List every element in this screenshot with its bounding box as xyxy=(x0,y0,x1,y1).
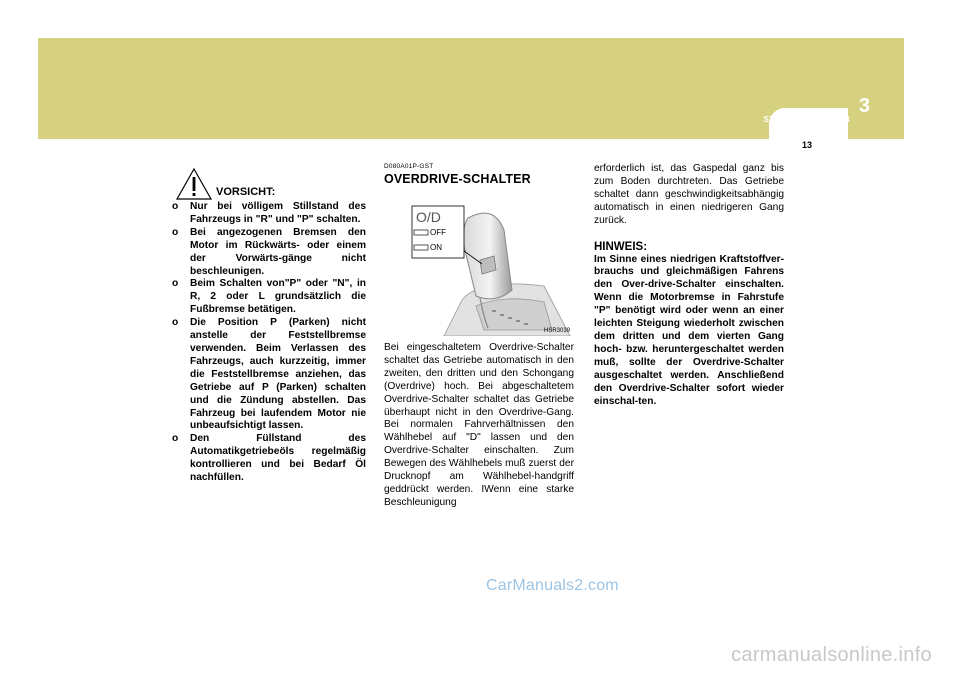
page-number: 13 xyxy=(801,140,812,150)
list-item: o Den Füllstand des Automatikgetriebeöls regelmäßig kontrollieren und bei Bedarf Öl nachfüllen. xyxy=(172,433,366,484)
section-code: D080A01P-GST xyxy=(384,163,434,170)
page-number-tab xyxy=(769,108,848,140)
section-body: Bei eingeschaltetem Overdrive-Schalter schaltet das Getriebe automatisch in den zweiten, den dritten und den Schongang (Overdrive) hoch. Bei abgeschaltetem Overdrive-Schalter schaltet das Getriebe überhaupt nicht in den Overdrive-Gang. Bei normalen Fahrverhältnissen den Wählhebel auf "D" lassen und den Overdrive-Schalter einschalten. Zum Bewegen des Wählhebels muß zuerst der Drucknopf am Wählhebel-handgriff geddrückt werden. IWenn eine starke Beschleunigung xyxy=(384,342,574,508)
watermark-link[interactable]: CarManuals2.com xyxy=(486,577,619,594)
continuation-body: erforderlich ist, das Gaspedal ganz bis zum Boden durchtreten. Das Getriebe schaltet dann geschwindigkeitsabhängig automatisch in einen niedrigeren Gang zurück. xyxy=(594,163,784,226)
list-item: o Beim Schalten von"P" oder "N", in R, 2 oder L grundsätzlich die Fußbremse betätigen. xyxy=(172,278,366,316)
list-item: o Nur bei völligem Stillstand des Fahrzeugs in "R" und "P" schalten. xyxy=(172,201,366,225)
gear-lever-illustration xyxy=(384,190,574,336)
warning-title: VORSICHT: xyxy=(216,186,276,198)
od-label: O/D xyxy=(416,209,441,225)
warning-list xyxy=(172,201,366,485)
off-label: OFF xyxy=(430,228,446,237)
list-item: o Bei angezogenen Bremsen den Motor im Rückwärts- oder einem der Vorwärts-gänge nicht beschleunigen. xyxy=(172,226,366,277)
continuation-column xyxy=(594,163,784,408)
figure-id: HSR3039 xyxy=(543,328,570,334)
note-title: HINWEIS: xyxy=(594,240,648,253)
section-heading: OVERDRIVE-SCHALTER xyxy=(384,172,531,186)
note-text: Im Sinne eines niedrigen Kraftstoffver-brauchs und gleichmäßigen Fahrens den Over-drive-Schalter einschalten. Wenn die Motorbremse in Fahrstufe "P" benötigt wird oder wenn an einer leichten Steigung wiederholt zwischen dem dritten und dem vierten Gang hoch- bzw. heruntergeschaltet werden muß, sollte der Overdrive-Schalter ausgeschaltet werden. Anschließend den Overdrive-Schalter sofort wieder einschal-ten. xyxy=(594,253,784,407)
on-label: ON xyxy=(430,243,442,252)
list-item: o Die Position P (Parken) nicht anstelle der Feststellbremse verwenden. Beim Verlassen des Fahrzeugs, auch kurzzeitig, immer die Feststellbremse anziehen, das Getriebe auf P (Parken) schalten und die Zündung abstellen. Das Fahrzeug bei laufendem Motor nie unbeaufsichtigt lassen. xyxy=(172,317,366,432)
overdrive-section xyxy=(384,163,574,510)
warning-triangle-icon xyxy=(175,167,213,201)
chapter-number: 3 xyxy=(858,95,870,117)
gear-lever-figure xyxy=(384,190,574,336)
watermark-text: carmanualsonline.info xyxy=(731,644,932,666)
chapter-title: START UND BETRIEB xyxy=(763,115,850,124)
